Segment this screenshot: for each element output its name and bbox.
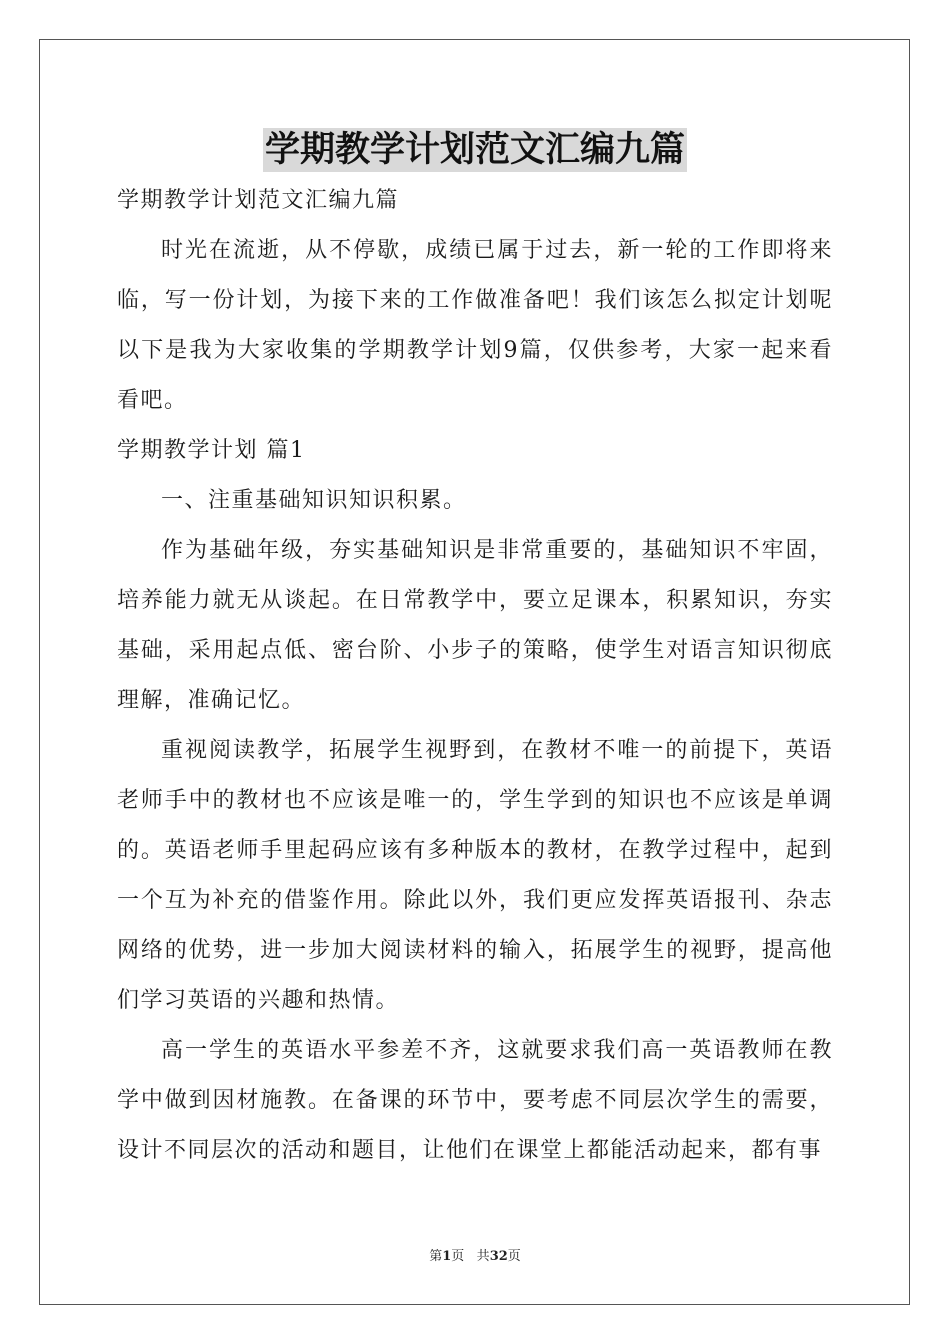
title-container: [0, 128, 950, 172]
total-suffix: 页: [507, 1249, 521, 1264]
total-pages: 32: [489, 1249, 508, 1264]
paragraph: 一、注重基础知识知识积累。: [161, 488, 467, 513]
page-prefix: 第: [429, 1249, 443, 1264]
page-number: 1: [442, 1249, 452, 1264]
total-prefix: 共: [476, 1249, 490, 1264]
paragraph: 时光在流逝，从不停歇，成绩已属于过去，新一轮的工作即将来临，写一份计划，为接下来的工作做准备吧！我们该怎么拟定计划呢以下是我为大家收集的学期教学计划9篇，仅供参考，大家一起来看看吧。: [117, 238, 833, 413]
document-body: [117, 176, 833, 1176]
document-title: 学期教学计划范文汇编九篇: [264, 129, 685, 170]
paragraph-heading: 学期教学计划范文汇编九篇: [117, 188, 400, 213]
section-heading: 学期教学计划 篇1: [117, 438, 306, 463]
paragraph: 高一学生的英语水平参差不齐，这就要求我们高一英语教师在教学中做到因材施教。在备课的环节中，要考虑不同层次学生的需要，设计不同层次的活动和题目，让他们在课堂上都能活动起来，都有事: [117, 1038, 833, 1163]
page-footer: [0, 1248, 950, 1266]
paragraph: 重视阅读教学，拓展学生视野到，在教材不唯一的前提下，英语老师手中的教材也不应该是唯一的，学生学到的知识也不应该是单调的。英语老师手里起码应该有多种版本的教材，在教学过程中，起到一个互为补充的借鉴作用。除此以外，我们更应发挥英语报刊、杂志网络的优势，进一步加大阅读材料的输入，拓展学生的视野，提高他们学习英语的兴趣和热情。: [117, 738, 833, 1013]
page-suffix: 页: [451, 1249, 465, 1264]
paragraph: 作为基础年级，夯实基础知识是非常重要的，基础知识不牢固，培养能力就无从谈起。在日常教学中，要立足课本，积累知识，夯实基础，采用起点低、密台阶、小步子的策略，使学生对语言知识彻底理解，准确记忆。: [117, 538, 833, 713]
